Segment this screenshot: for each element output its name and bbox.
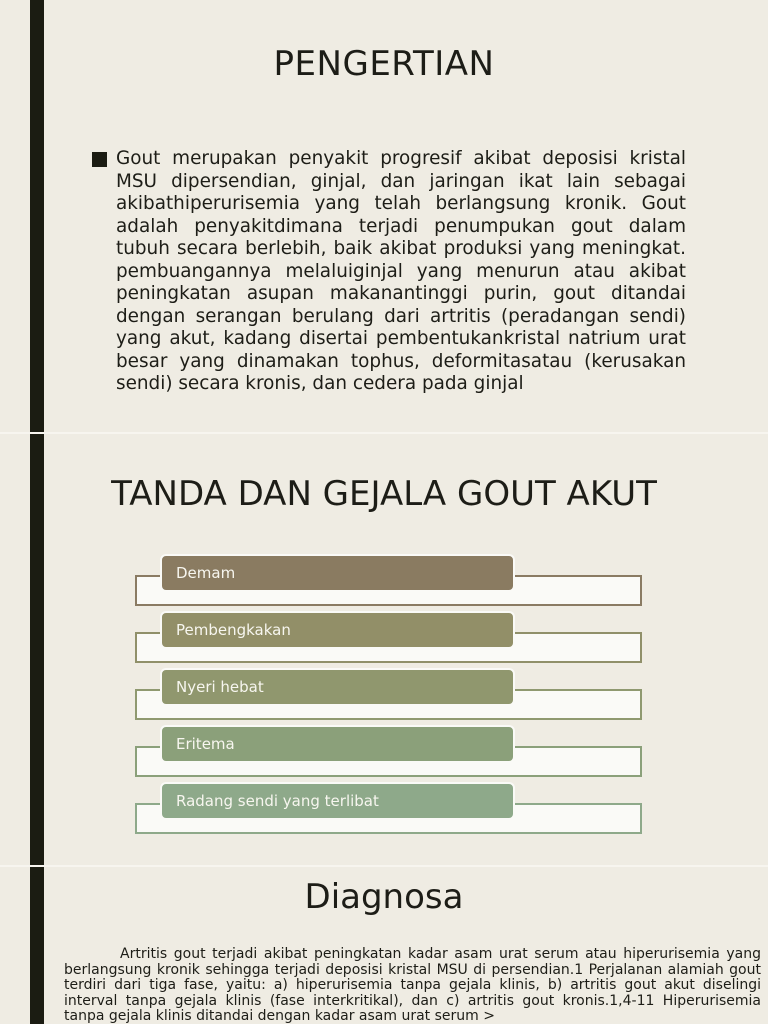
symptom-label: Eritema [160,725,515,763]
slide-diagnosa [0,867,768,1024]
symptom-label: Radang sendi yang terlibat [160,782,515,820]
slide-title: Diagnosa [304,877,464,917]
symptom-label: Pembengkakan [160,611,515,649]
symptom-item [135,678,642,714]
symptom-item [135,792,642,828]
square-bullet-icon [92,152,107,167]
slide-tanda-gejala [0,434,768,865]
symptom-label: Demam [160,554,515,592]
symptom-label: Nyeri hebat [160,668,515,706]
slide-title: PENGERTIAN [273,44,495,84]
diagnosis-paragraph: Artritis gout terjadi akibat peningkatan kadar asam urat serum atau hiperurisemia yang berlangsung kronik sehingga terjadi deposisi kristal MSU di persendian.1 Perjalanan alamiah gout terdiri dari tiga fase, yaitu: a) hiperurisemia tanpa gejala klinis, b) artritis gout akut diselingi interval tanpa gejala klinis (fase interkritikal), dan c) artritis gout kronis.1,4-11 Hiperurisemia tanpa gejala klinis ditandai dengan kadar asam urat serum > [64,946,761,1024]
bullet-text: Gout merupakan penyakit progresif akibat deposisi kristal MSU dipersendian, ginjal, dan jaringan ikat lain sebagai akibathiperurisemia yang telah berlangsung kronik. Gout adalah penyakitdimana terjadi penumpukan gout dalam tubuh secara berlebih, baik akibat produksi yang meningkat. pembuangannya melaluiginjal yang menurun atau akibat peningkatan asupan makanantinggi purin, gout ditandai dengan serangan berulang dari artritis (peradangan sendi) yang akut, kadang disertai pembentukankristal natrium urat besar yang dinamakan tophus, deformitasatau (kerusakan sendi) secara kronis, dan cedera pada ginjal [116,148,686,394]
symptom-item [135,621,642,657]
slide-pengertian [0,0,768,432]
slide-title: TANDA DAN GEJALA GOUT AKUT [111,474,657,514]
bullet-item [92,148,686,396]
symptom-item [135,564,642,600]
symptom-item [135,735,642,771]
